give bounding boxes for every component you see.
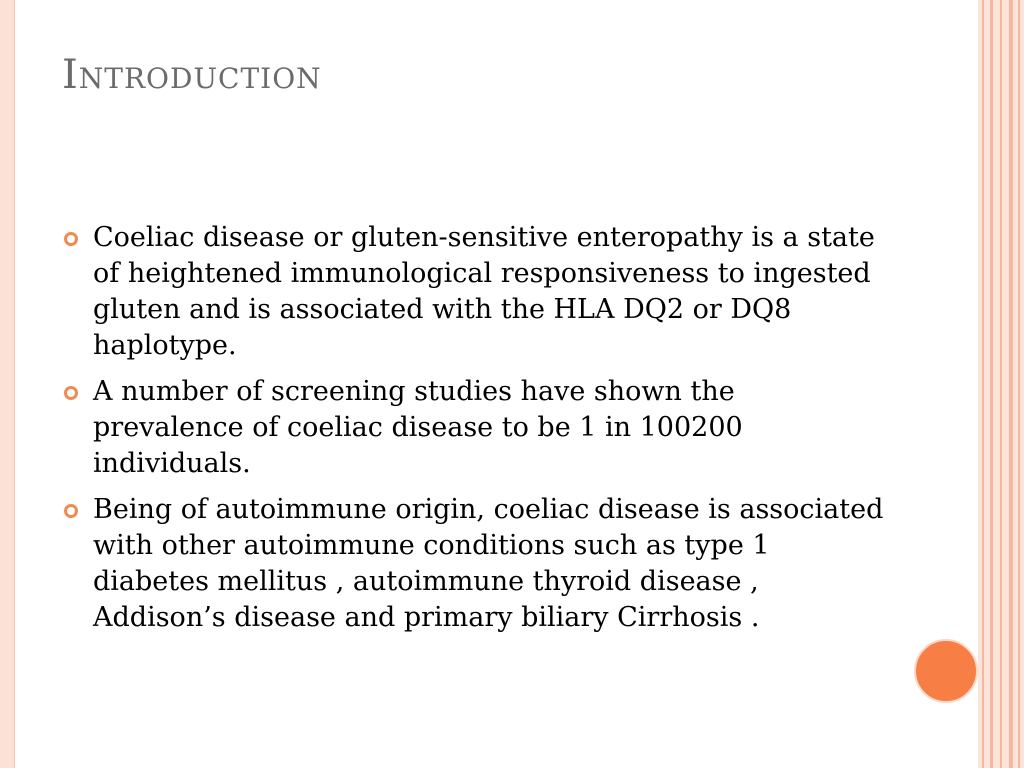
orange-circle-icon xyxy=(914,639,978,703)
bullet-list xyxy=(62,220,892,646)
slide-title: Introduction xyxy=(62,52,322,98)
frame-stripe xyxy=(1000,0,1002,768)
bullet-item xyxy=(62,492,892,636)
hollow-circle-bullet-icon xyxy=(64,504,78,518)
hollow-circle-bullet-icon xyxy=(64,232,78,246)
frame-stripe xyxy=(982,0,984,768)
frame-stripe xyxy=(1018,0,1020,768)
bullet-text: Coeliac disease or gluten-sensitive enteropathy is a state of heightened immunological responsiveness to ingested gluten and is associated with the HLA DQ2 or DQ8 haplotype. xyxy=(93,222,875,361)
left-frame-border xyxy=(0,0,15,768)
frame-stripe xyxy=(990,0,993,768)
frame-stripe xyxy=(1009,0,1013,768)
bullet-text: A number of screening studies have shown the prevalence of coeliac disease to be 1 in 100200 individuals. xyxy=(93,376,743,479)
hollow-circle-bullet-icon xyxy=(64,386,78,400)
right-frame-border xyxy=(978,0,1024,768)
bullet-text: Being of autoimmune origin, coeliac disease is associated with other autoimmune conditions such as type 1 diabetes mellitus , autoimmune thyroid disease , Addison’s disease and primary biliary Cirrhosis . xyxy=(93,494,884,633)
bullet-item xyxy=(62,220,892,364)
bullet-item xyxy=(62,374,892,482)
